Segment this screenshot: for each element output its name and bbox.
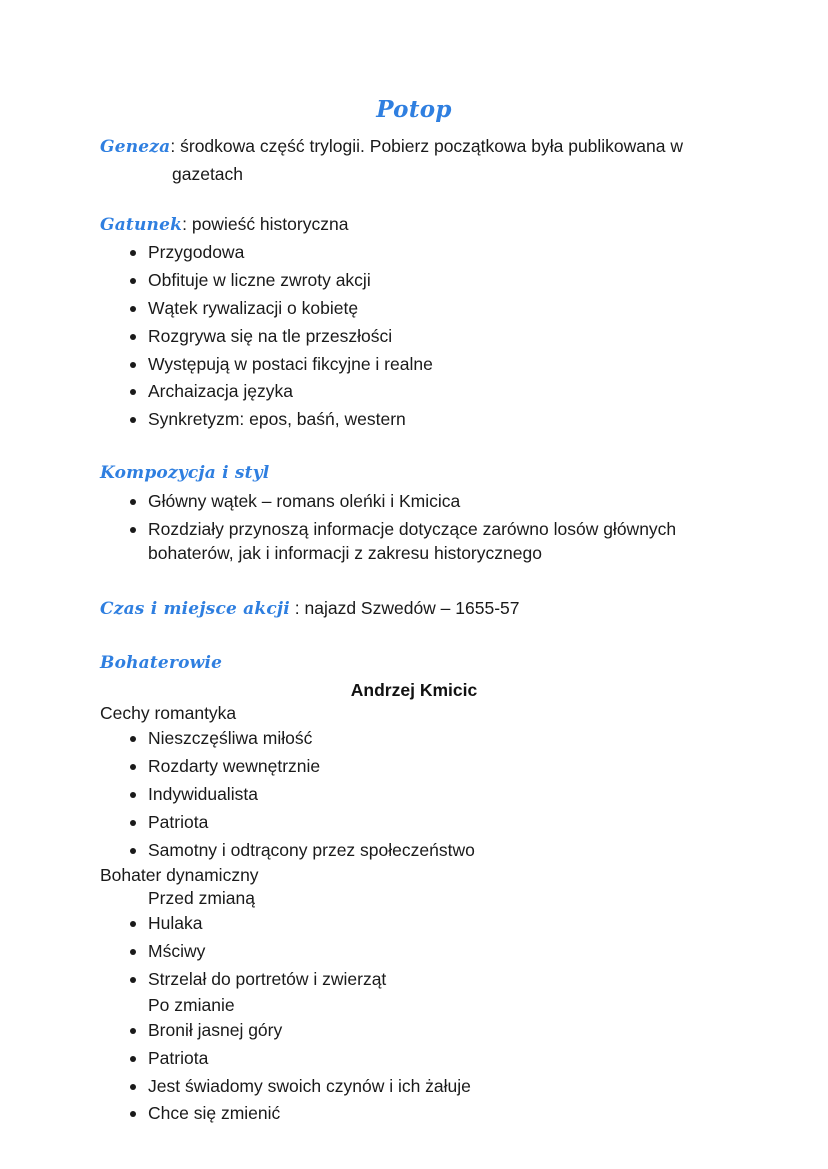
list-item: Nieszczęśliwa miłość [100,726,728,751]
section-heading-kompozycja: Kompozycja i styl [100,463,270,484]
spacer [100,625,728,651]
list-item: Hulaka [100,911,728,936]
list-item: Archaizacja języka [100,379,728,404]
list-item: Występują w postaci fikcyjne i realne [100,352,728,377]
group-label-bohater-dynamiczny: Bohater dynamiczny [100,865,259,886]
section-gatunek [100,211,728,239]
list-item: Samotny i odtrącony przez społeczeństwo [100,838,728,863]
list-item: Obfituje w liczne zwroty akcji [100,268,728,293]
section-heading-bohaterowie: Bohaterowie [100,652,223,673]
group-label-cechy-romantyka: Cechy romantyka [100,703,237,724]
list-item: Jest świadomy swoich czynów i ich żałuje [100,1074,728,1099]
section-heading-czas-miejsce: Czas i miejsce akcji [100,599,290,620]
list-item: Rozgrywa się na tle przeszłości [100,324,728,349]
list-item: Indywidualista [100,782,728,807]
list-item: Patriota [100,1046,728,1071]
po-zmianie-bullet-list [100,1018,728,1126]
list-item: Wątek rywalizacji o kobietę [100,296,728,321]
list-item: Bronił jasnej góry [100,1018,728,1043]
spacer [100,569,728,595]
section-geneza [100,133,728,187]
spacer [100,435,728,461]
section-heading-gatunek: Gatunek [100,214,183,235]
gatunek-text: powieść historyczna [191,213,349,234]
character-name: Andrzej Kmicic [350,680,478,701]
czas-text: najazd Szwedów – 1655-57 [304,598,520,619]
kompozycja-bullet-list [100,489,728,567]
list-item: Rozdziały przynoszą informacje dotyczące zarówno losów głównych bohaterów, jak i informacji z zakresu historycznego [100,517,728,567]
list-item: Przygodowa [100,240,728,265]
subheading-po-zmianie: Po zmianie [148,994,235,1015]
list-item: Strzelał do portretów i zwierząt [100,967,728,992]
section-kompozycja [100,461,728,487]
list-item: Chce się zmienić [100,1101,728,1126]
section-bohaterowie [100,651,728,677]
czas-separator: : [289,598,305,619]
geneza-continuation: gazetach [172,163,244,184]
page-title: Potop [376,96,452,123]
subheading-przed-zmiana: Przed zmianą [148,888,255,909]
list-item: Mściwy [100,939,728,964]
spacer [100,189,728,211]
list-item: Patriota [100,810,728,835]
list-item: Rozdarty wewnętrznie [100,754,728,779]
section-czas-miejsce [100,595,728,623]
list-item: Główny wątek – romans oleńki i Kmicica [100,489,728,514]
przed-zmiana-bullet-list [100,911,728,992]
gatunek-separator: : [182,213,192,234]
geneza-text: środkowa część trylogii. Pobierz początkowa była publikowana w [180,136,684,156]
section-heading-geneza: Geneza [100,137,171,157]
list-item: Synkretyzm: epos, baśń, western [100,407,728,432]
cechy-romantyka-bullet-list [100,726,728,862]
geneza-separator: : [170,136,181,156]
gatunek-bullet-list [100,240,728,432]
